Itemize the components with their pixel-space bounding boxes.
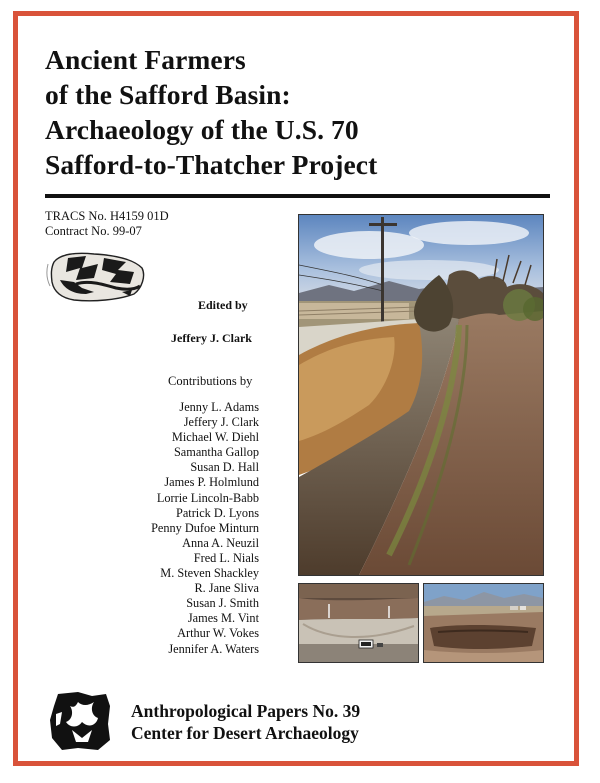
contributor: Michael W. Diehl: [171, 430, 259, 445]
edited-by-label: Edited by: [198, 298, 248, 312]
series-title: Anthropological Papers No. 39: [131, 701, 361, 721]
excavation-profile-photo: [298, 583, 419, 663]
contributor: R. Jane Sliva: [194, 581, 259, 596]
title-line-2: of the Safford Basin:: [45, 79, 291, 110]
series-info: [131, 700, 360, 744]
contributor: Samantha Gallop: [173, 445, 259, 460]
contributor: Jennifer A. Waters: [168, 641, 259, 656]
contributor: Jeffery J. Clark: [183, 415, 259, 430]
contributor: James M. Vint: [187, 611, 259, 626]
tracs-number: TRACS No. H4159 01D: [45, 209, 169, 223]
contributor-list: [135, 400, 259, 657]
contributor: Fred L. Nials: [193, 550, 259, 565]
contributor: Lorrie Lincoln-Babb: [156, 490, 259, 505]
contributor: Penny Dufoe Minturn: [151, 520, 259, 535]
contributor: Susan J. Smith: [186, 596, 259, 611]
excavation-trench-photo: [423, 583, 544, 663]
contributor: Anna A. Neuzil: [182, 535, 259, 550]
report-numbers: [45, 209, 169, 239]
book-title: [45, 42, 555, 182]
contributor: Arthur W. Vokes: [177, 626, 259, 641]
editor-name: Jeffery J. Clark: [171, 331, 252, 345]
contributor: Susan D. Hall: [190, 460, 259, 475]
canal-landscape-photo: [298, 214, 544, 576]
publisher-name: Center for Desert Archaeology: [131, 723, 359, 743]
title-line-1: Ancient Farmers: [45, 44, 246, 75]
title-rule: [45, 194, 550, 198]
contributor: James P. Holmlund: [164, 475, 259, 490]
pottery-sherd-icon: [46, 250, 148, 304]
contributor: M. Steven Shackley: [160, 566, 259, 581]
title-line-3: Archaeology of the U.S. 70: [45, 114, 359, 145]
contributor: Patrick D. Lyons: [176, 505, 259, 520]
title-line-4: Safford-to-Thatcher Project: [45, 149, 378, 180]
contributions-label: Contributions by: [168, 374, 253, 388]
contract-number: Contract No. 99-07: [45, 224, 142, 238]
center-logo-icon: [48, 690, 112, 752]
contributor: Jenny L. Adams: [179, 400, 259, 414]
